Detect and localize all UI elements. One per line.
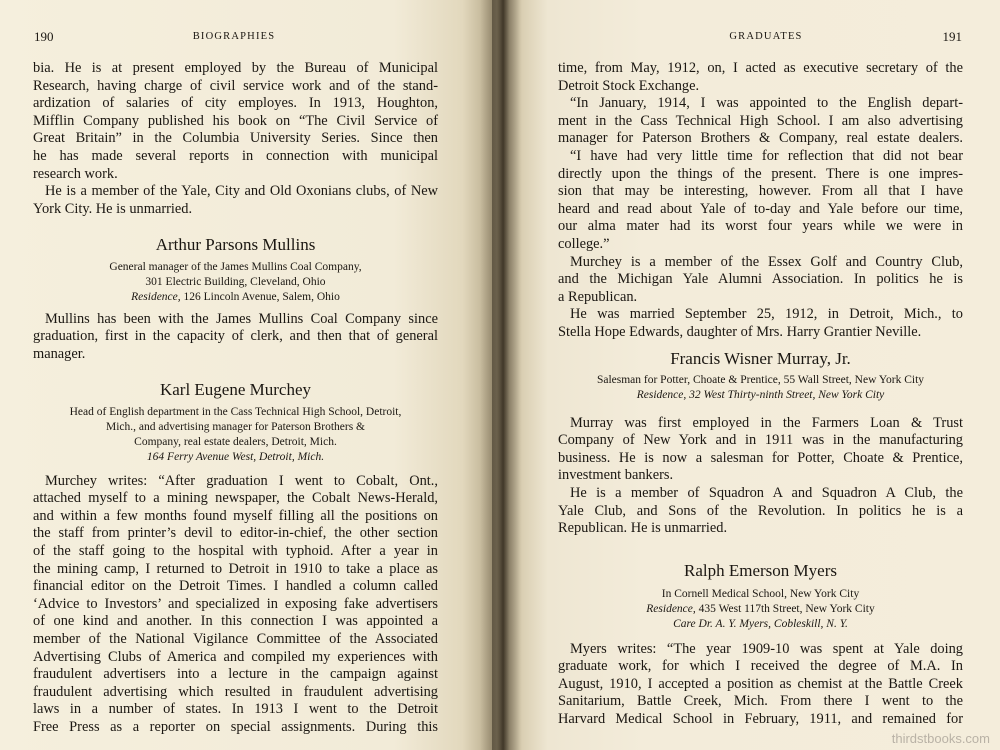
text-line: Stella Hope Edwards, daughter of Mrs. Harry Grantier Neville. — [558, 323, 922, 340]
book-gutter-shadow — [480, 0, 522, 750]
text-line: member of the National Vigilance Committee of the Associated — [33, 630, 438, 647]
residence-label: Residence, — [646, 602, 696, 615]
text-line: business. He is now a salesman for Potter, Choate & Prentice, — [558, 449, 963, 466]
entry-affiliation: Mich., and advertising manager for Paterson Brothers & — [105, 420, 365, 433]
text-line: bia. He is at present employed by the Bureau of Municipal — [33, 60, 438, 76]
text-line: research work. — [33, 165, 118, 182]
watermark: thirdstbooks.com — [891, 731, 990, 746]
entry-name: Ralph Emerson Myers — [684, 561, 837, 580]
text-line: ment in the Cass Technical High School. I am also advertising — [558, 112, 963, 129]
text-line: the mining camp, I returned to Detroit in 1910 to take a place as — [33, 560, 438, 577]
entry-murray — [558, 350, 963, 538]
text-line: Advertising Clubs of America and compiled my experiences with — [33, 648, 438, 665]
text-line: Mifflin Company published his book on “The Civil Service of — [33, 112, 438, 129]
text-line: and the Michigan Yale Alumni Association. In politics he is — [558, 271, 963, 288]
text-line: financial editor on the Detroit Times. I handled a column called — [33, 578, 438, 595]
text-line: fraudulent advertising which resulted in fraudulent advertising — [33, 683, 438, 700]
text-line: Sanitarium, Battle Creek, Mich. From there I went to the — [558, 693, 963, 710]
residence-text: 435 West 117th Street, New York City — [698, 602, 875, 615]
text-line: Research, having charge of civil service work and of the stand- — [33, 77, 438, 94]
entry-name: Francis Wisner Murray, Jr. — [670, 349, 851, 368]
entry-affiliation: In Cornell Medical School, New York City — [661, 587, 860, 600]
text-line: investment bankers. — [558, 467, 674, 484]
left-page — [0, 0, 492, 750]
entry-residence — [558, 602, 963, 617]
entry-myers — [558, 562, 963, 729]
text-line: Detroit Stock Exchange. — [558, 77, 700, 94]
entry-care-of: Care Dr. A. Y. Myers, Cobleskill, N. Y. — [673, 617, 848, 630]
running-head-right: GRADUATES — [729, 31, 803, 42]
entry-name: Arthur Parsons Mullins — [155, 235, 316, 254]
entry-residence: 164 Ferry Avenue West, Detroit, Mich. — [146, 450, 325, 463]
right-page — [492, 0, 1000, 750]
text-line: Harvard Medical School in February, 1911, and remained for — [558, 710, 963, 727]
text-line: Murchey is a member of the Essex Golf and Country Club, — [570, 253, 963, 270]
entry-name: Karl Eugene Murchey — [159, 380, 312, 399]
entry-mullins — [33, 236, 438, 363]
text-line: laws in a number of states. In 1913 I went to the Detroit — [33, 701, 438, 718]
residence-text: 126 Lincoln Avenue, Salem, Ohio — [183, 290, 340, 303]
entry-residence: Residence, 32 West Thirty-ninth Street, New York City — [636, 388, 885, 401]
text-line: our alma mater had its worst four years while we were in — [558, 218, 963, 235]
text-line: “I have had very little time for reflection that did not bear — [570, 147, 963, 164]
text-line: He is a member of Squadron A and Squadron A Club, the — [570, 484, 963, 501]
text-line: Murchey writes: “After graduation I went to Cobalt, Ont., — [45, 472, 438, 489]
text-line: ardization of salaries of city employes. In 1913, Houghton, — [33, 95, 438, 112]
running-head-left: BIOGRAPHIES — [192, 31, 276, 42]
page-number-right: 191 — [942, 29, 962, 44]
residence-label: Residence, — [131, 290, 181, 303]
text-line: August, 1910, I accepted a position as chemist at the Battle Creek — [558, 675, 963, 692]
entry-affiliation: 301 Electric Building, Cleveland, Ohio — [145, 275, 326, 288]
entry-affiliation: Salesman for Potter, Choate & Prentice, 55 Wall Street, New York City — [596, 373, 925, 386]
text-line: manager for Paterson Brothers & Company, real estate dealers. — [558, 130, 963, 147]
text-line: Myers writes: “The year 1909-10 was spent at Yale doing — [570, 640, 963, 657]
text-line: graduation, first in the capacity of clerk, and then that of general — [33, 328, 438, 345]
page-number-left: 190 — [34, 29, 54, 44]
text-line: heard and read about Yale of to-day and Yale before our time, — [558, 200, 963, 217]
text-line: fraudulent advertisers into a lecture in the campaign against — [33, 666, 438, 683]
text-line: directly upon the things of the present. There is one impres- — [558, 165, 963, 182]
text-line: graduate work, for which I received the degree of M.A. In — [558, 658, 963, 675]
text-line: of the staff going to the hospital with typhoid. After a year in — [33, 542, 438, 559]
right-continuation — [558, 60, 963, 342]
left-intro — [33, 60, 438, 218]
entry-murchey — [33, 381, 438, 737]
text-line: a Republican. — [558, 288, 638, 305]
text-line: Great Britain” in the Columbia University Series. Since then — [33, 130, 438, 147]
text-line: sion that may be interesting, however. From all that I have — [558, 183, 963, 200]
entry-affiliation: Company, real estate dealers, Detroit, Mich. — [134, 435, 337, 448]
text-line: Company of New York and in 1911 was in the manufacturing — [558, 432, 963, 449]
text-line: the staff from printer’s devil to editor-in-chief, the other section — [33, 525, 438, 542]
text-line: ‘Advice to Investors’ and specialized in exposing fake advertisers — [33, 595, 438, 612]
text-line: Yale Club, and Sons of the Revolution. In politics he is a — [558, 502, 963, 519]
text-line: he has made several reports in connection with municipal — [33, 147, 438, 164]
text-line: and within a few months found myself filling all the positions on — [33, 507, 438, 524]
text-line: attached myself to a mining newspaper, the Cobalt News-Herald, — [33, 490, 438, 507]
text-line: college.” — [558, 235, 610, 252]
entry-affiliation: General manager of the James Mullins Coal Company, — [109, 260, 362, 273]
text-line: Murray was first employed in the Farmers Loan & Trust — [570, 414, 963, 431]
text-line: Free Press as a reporter on special assignments. During this — [33, 718, 438, 735]
entry-affiliation: Head of English department in the Cass Technical High School, Detroit, — [69, 405, 402, 418]
paragraph: He is a member of the Yale, City and Old Oxonians clubs, of New York City. He is unmarried. — [33, 183, 438, 217]
text-line: manager. — [33, 345, 86, 362]
text-line: He was married September 25, 1912, in Detroit, Mich., to — [570, 306, 963, 323]
text-line: time, from May, 1912, on, I acted as executive secretary of the — [558, 60, 963, 76]
text-line: Republican. He is unmarried. — [558, 520, 728, 537]
text-line: Mullins has been with the James Mullins Coal Company since — [45, 310, 438, 327]
text-line: of one kind and another. In this connection I was appointed a — [33, 613, 438, 630]
entry-residence — [33, 290, 438, 305]
text-line: “In January, 1914, I was appointed to the English depart- — [570, 95, 963, 112]
